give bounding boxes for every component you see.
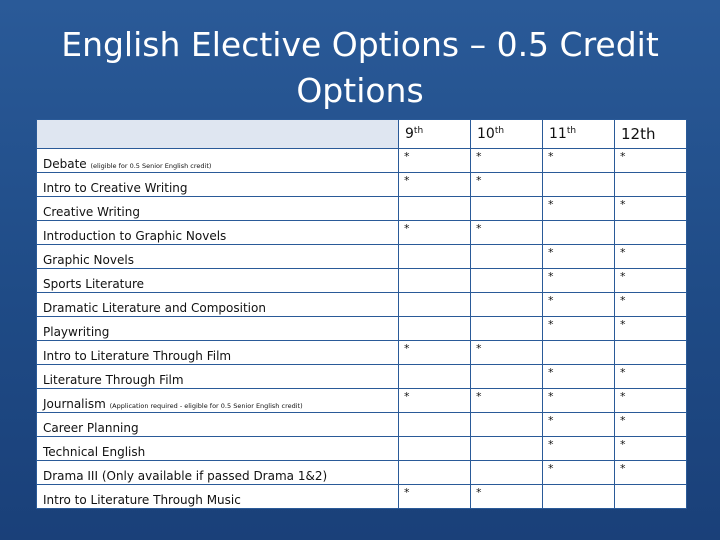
grade-header-11: 11th [543, 120, 615, 149]
course-name: Literature Through Film [43, 373, 184, 387]
grade-mark-cell [399, 437, 471, 461]
grade-mark-cell: * [615, 389, 687, 413]
course-name: Technical English [43, 445, 146, 459]
grade-mark-cell [399, 365, 471, 389]
grade-mark-cell: * [615, 197, 687, 221]
grade-mark-cell: * [399, 149, 471, 173]
grade-mark-cell: * [615, 461, 687, 485]
grade-mark-cell [615, 341, 687, 365]
grade-mark-cell: * [543, 293, 615, 317]
course-name-cell [37, 389, 399, 413]
course-name-cell [37, 341, 399, 365]
course-name: Playwriting [43, 325, 110, 339]
grade-mark-cell: * [471, 341, 543, 365]
table-row [37, 197, 687, 221]
grade-mark-cell [399, 461, 471, 485]
table-row [37, 389, 687, 413]
grade-mark-cell [471, 461, 543, 485]
grade-mark-cell [543, 485, 615, 509]
grade-mark-cell: * [543, 461, 615, 485]
course-name: Intro to Literature Through Film [43, 349, 232, 363]
course-name: Creative Writing [43, 205, 140, 219]
table-row [37, 365, 687, 389]
grade-mark-cell: * [615, 269, 687, 293]
grade-mark-cell: * [615, 317, 687, 341]
grade-mark-cell: * [615, 149, 687, 173]
course-name-cell [37, 317, 399, 341]
table-row [37, 413, 687, 437]
course-name: Drama III (Only available if passed Drama 1&2) [43, 469, 328, 483]
table-row [37, 221, 687, 245]
grade-mark-cell: * [399, 341, 471, 365]
course-name-cell [37, 173, 399, 197]
course-name-cell [37, 197, 399, 221]
course-name: Sports Literature [43, 277, 145, 291]
course-name: Debate [43, 157, 87, 171]
grade-mark-cell [399, 293, 471, 317]
table-row [37, 269, 687, 293]
elective-options-table [36, 119, 687, 509]
grade-header-12: 12th [615, 120, 687, 149]
header-blank-cell [37, 120, 399, 149]
grade-mark-cell: * [471, 485, 543, 509]
grade-mark-cell: * [471, 389, 543, 413]
grade-mark-cell: * [399, 173, 471, 197]
course-name-cell [37, 245, 399, 269]
grade-header-row [37, 120, 687, 149]
course-name-cell [37, 293, 399, 317]
grade-mark-cell [399, 317, 471, 341]
course-name: Dramatic Literature and Composition [43, 301, 266, 315]
grade-mark-cell [471, 245, 543, 269]
course-name-cell [37, 437, 399, 461]
course-name: Career Planning [43, 421, 139, 435]
grade-mark-cell [615, 221, 687, 245]
grade-mark-cell [543, 221, 615, 245]
course-note: (eligible for 0.5 Senior English credit) [90, 162, 212, 170]
grade-mark-cell [615, 485, 687, 509]
grade-mark-cell: * [615, 245, 687, 269]
grade-mark-cell [399, 269, 471, 293]
slide-title: English Elective Options – 0.5 Credit Options [61, 25, 659, 110]
grade-mark-cell: * [543, 389, 615, 413]
grade-mark-cell [399, 245, 471, 269]
table-row [37, 149, 687, 173]
grade-mark-cell [615, 173, 687, 197]
grade-mark-cell: * [543, 317, 615, 341]
grade-mark-cell: * [543, 365, 615, 389]
table-row [37, 341, 687, 365]
course-note: (Application required - eligible for 0.5 Senior English credit) [109, 402, 303, 410]
course-name-cell [37, 365, 399, 389]
grade-mark-cell: * [543, 269, 615, 293]
grade-mark-cell [471, 197, 543, 221]
course-name-cell [37, 485, 399, 509]
course-name: Intro to Creative Writing [43, 181, 188, 195]
course-name-cell [37, 269, 399, 293]
grade-mark-cell: * [543, 197, 615, 221]
course-name-cell [37, 461, 399, 485]
course-name: Intro to Literature Through Music [43, 493, 241, 507]
grade-mark-cell: * [471, 173, 543, 197]
grade-mark-cell [471, 317, 543, 341]
table-row [37, 173, 687, 197]
grade-mark-cell: * [399, 389, 471, 413]
grade-mark-cell: * [399, 221, 471, 245]
grade-mark-cell [543, 173, 615, 197]
table-row [37, 293, 687, 317]
grade-mark-cell [471, 437, 543, 461]
grade-mark-cell: * [471, 149, 543, 173]
grade-mark-cell [471, 365, 543, 389]
grade-mark-cell: * [543, 413, 615, 437]
grade-mark-cell [471, 413, 543, 437]
grade-mark-cell: * [543, 149, 615, 173]
grade-mark-cell: * [615, 437, 687, 461]
course-name-cell [37, 413, 399, 437]
grade-mark-cell [399, 197, 471, 221]
table-row [37, 485, 687, 509]
grade-mark-cell: * [399, 485, 471, 509]
grade-mark-cell: * [615, 293, 687, 317]
grade-mark-cell: * [471, 221, 543, 245]
grade-mark-cell: * [615, 413, 687, 437]
course-name-cell [37, 221, 399, 245]
table-row [37, 317, 687, 341]
table-row [37, 245, 687, 269]
grade-mark-cell: * [543, 437, 615, 461]
course-name: Graphic Novels [43, 253, 134, 267]
grade-mark-cell: * [543, 245, 615, 269]
grade-mark-cell: * [615, 365, 687, 389]
table-row [37, 461, 687, 485]
grade-header-10: 10th [471, 120, 543, 149]
course-name: Journalism [43, 397, 106, 411]
grade-mark-cell [399, 413, 471, 437]
grade-mark-cell [471, 293, 543, 317]
grade-mark-cell [543, 341, 615, 365]
grade-mark-cell [471, 269, 543, 293]
course-name: Introduction to Graphic Novels [43, 229, 227, 243]
table-row [37, 437, 687, 461]
course-name-cell [37, 149, 399, 173]
grade-header-9: 9th [399, 120, 471, 149]
